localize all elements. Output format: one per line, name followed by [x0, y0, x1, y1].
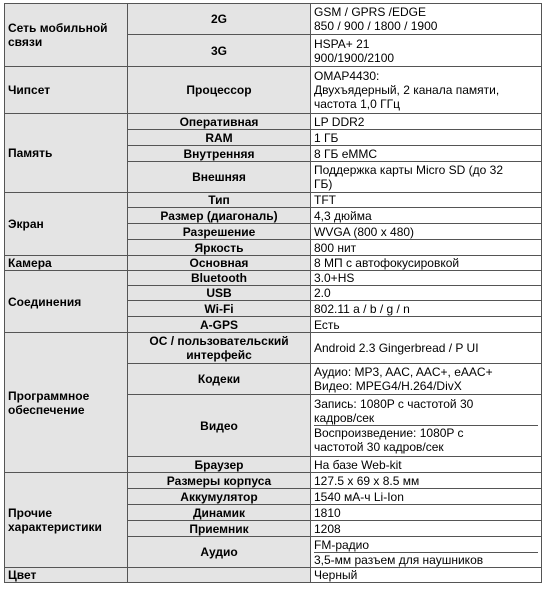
- value-cell: 127.5 x 69 x 8.5 мм: [311, 473, 542, 489]
- value-line: Двухъядерный, 2 канала памяти,: [314, 83, 500, 97]
- parameter-cell: Размер (диагональ): [128, 208, 311, 224]
- value-cell: Android 2.3 Gingerbread / P UI: [311, 333, 542, 364]
- value-cell: LP DDR2: [311, 114, 542, 130]
- value-line: Запись: 1080P с частотой 30: [314, 397, 474, 411]
- parameter-cell: Размеры корпуса: [128, 473, 311, 489]
- value-line: 3,5-мм разъем для наушников: [314, 552, 538, 567]
- value-cell: [311, 67, 542, 114]
- category-cell: Прочие характеристики: [5, 473, 128, 568]
- value-cell: Есть: [311, 317, 542, 333]
- parameter-cell: Динамик: [128, 505, 311, 521]
- table-row: [5, 256, 542, 271]
- parameter-cell: Bluetooth: [128, 271, 311, 286]
- parameter-cell: ОС / пользовательский интерфейс: [128, 333, 311, 364]
- parameter-cell: Разрешение: [128, 224, 311, 240]
- value-cell: 1810: [311, 505, 542, 521]
- parameter-cell: Внешняя: [128, 162, 311, 193]
- spec-table: [4, 3, 542, 583]
- table-row: [5, 568, 542, 583]
- parameter-cell: Кодеки: [128, 364, 311, 395]
- value-line: частота 1,0 ГГц: [314, 97, 400, 111]
- value-cell: [311, 162, 542, 193]
- value-cell: На базе Web-kit: [311, 457, 542, 473]
- parameter-cell: RAM: [128, 130, 311, 146]
- value-line: OMAP4430:: [314, 69, 380, 83]
- value-cell: TFT: [311, 193, 542, 208]
- table-row: [5, 67, 542, 114]
- value-cell: 1540 мА-ч Li-Ion: [311, 489, 542, 505]
- parameter-cell: Оперативная: [128, 114, 311, 130]
- value-line: частотой 30 кадров/сек: [314, 440, 444, 454]
- table-row: [5, 271, 542, 286]
- value-line: GSM / GPRS /EDGE: [314, 5, 427, 19]
- parameter-cell: Процессор: [128, 67, 311, 114]
- parameter-cell: Внутренняя: [128, 146, 311, 162]
- table-row: [5, 193, 542, 208]
- value-line: ГБ): [314, 177, 333, 191]
- category-cell: Камера: [5, 256, 128, 271]
- value-line: Видео: MPEG4/H.264/DivX: [314, 379, 462, 393]
- value-cell: Черный: [311, 568, 542, 583]
- parameter-cell: [128, 568, 311, 583]
- value-cell: 1 ГБ: [311, 130, 542, 146]
- value-line: 850 / 900 / 1800 / 1900: [314, 19, 438, 33]
- value-cell: 1208: [311, 521, 542, 537]
- category-cell: Цвет: [5, 568, 128, 583]
- category-cell: Чипсет: [5, 67, 128, 114]
- value-cell: [311, 364, 542, 395]
- category-cell: Память: [5, 114, 128, 193]
- value-line: Воспроизведение: 1080P с: [314, 425, 538, 440]
- value-cell: [311, 4, 542, 35]
- parameter-cell: Тип: [128, 193, 311, 208]
- parameter-cell: Браузер: [128, 457, 311, 473]
- value-line: HSPA+ 21: [314, 36, 370, 51]
- value-cell: 8 ГБ eMMC: [311, 146, 542, 162]
- value-cell: [311, 35, 542, 67]
- value-cell: 802.11 a / b / g / n: [311, 301, 542, 317]
- value-cell: 4,3 дюйма: [311, 208, 542, 224]
- table-row: [5, 4, 542, 35]
- value-cell: WVGA (800 x 480): [311, 224, 542, 240]
- value-line: 900/1900/2100: [314, 50, 395, 65]
- value-line: FM-радио: [314, 537, 370, 552]
- table-row: [5, 333, 542, 364]
- value-cell: 8 МП с автофокусировкой: [311, 256, 542, 271]
- value-line: Поддержка карты Micro SD (до 32: [314, 163, 504, 177]
- parameter-cell: Аккумулятор: [128, 489, 311, 505]
- value-line: Аудио: MP3, AAC, AAC+, eAAC+: [314, 365, 493, 379]
- category-cell: Соединения: [5, 271, 128, 333]
- category-cell: Сеть мобильной связи: [5, 4, 128, 67]
- category-cell: Экран: [5, 193, 128, 256]
- value-cell: [311, 395, 542, 457]
- parameter-cell: 3G: [128, 35, 311, 67]
- parameter-cell: Видео: [128, 395, 311, 457]
- table-row: [5, 114, 542, 130]
- value-line: кадров/сек: [314, 411, 375, 425]
- parameter-cell: Wi-Fi: [128, 301, 311, 317]
- table-row: [5, 473, 542, 489]
- value-cell: [311, 537, 542, 568]
- value-cell: 800 нит: [311, 240, 542, 256]
- parameter-cell: Приемник: [128, 521, 311, 537]
- category-cell: Программное обеспечение: [5, 333, 128, 473]
- parameter-cell: Основная: [128, 256, 311, 271]
- value-cell: 2.0: [311, 286, 542, 301]
- parameter-cell: A-GPS: [128, 317, 311, 333]
- parameter-cell: 2G: [128, 4, 311, 35]
- parameter-cell: Аудио: [128, 537, 311, 568]
- value-cell: 3.0+HS: [311, 271, 542, 286]
- parameter-cell: Яркость: [128, 240, 311, 256]
- parameter-cell: USB: [128, 286, 311, 301]
